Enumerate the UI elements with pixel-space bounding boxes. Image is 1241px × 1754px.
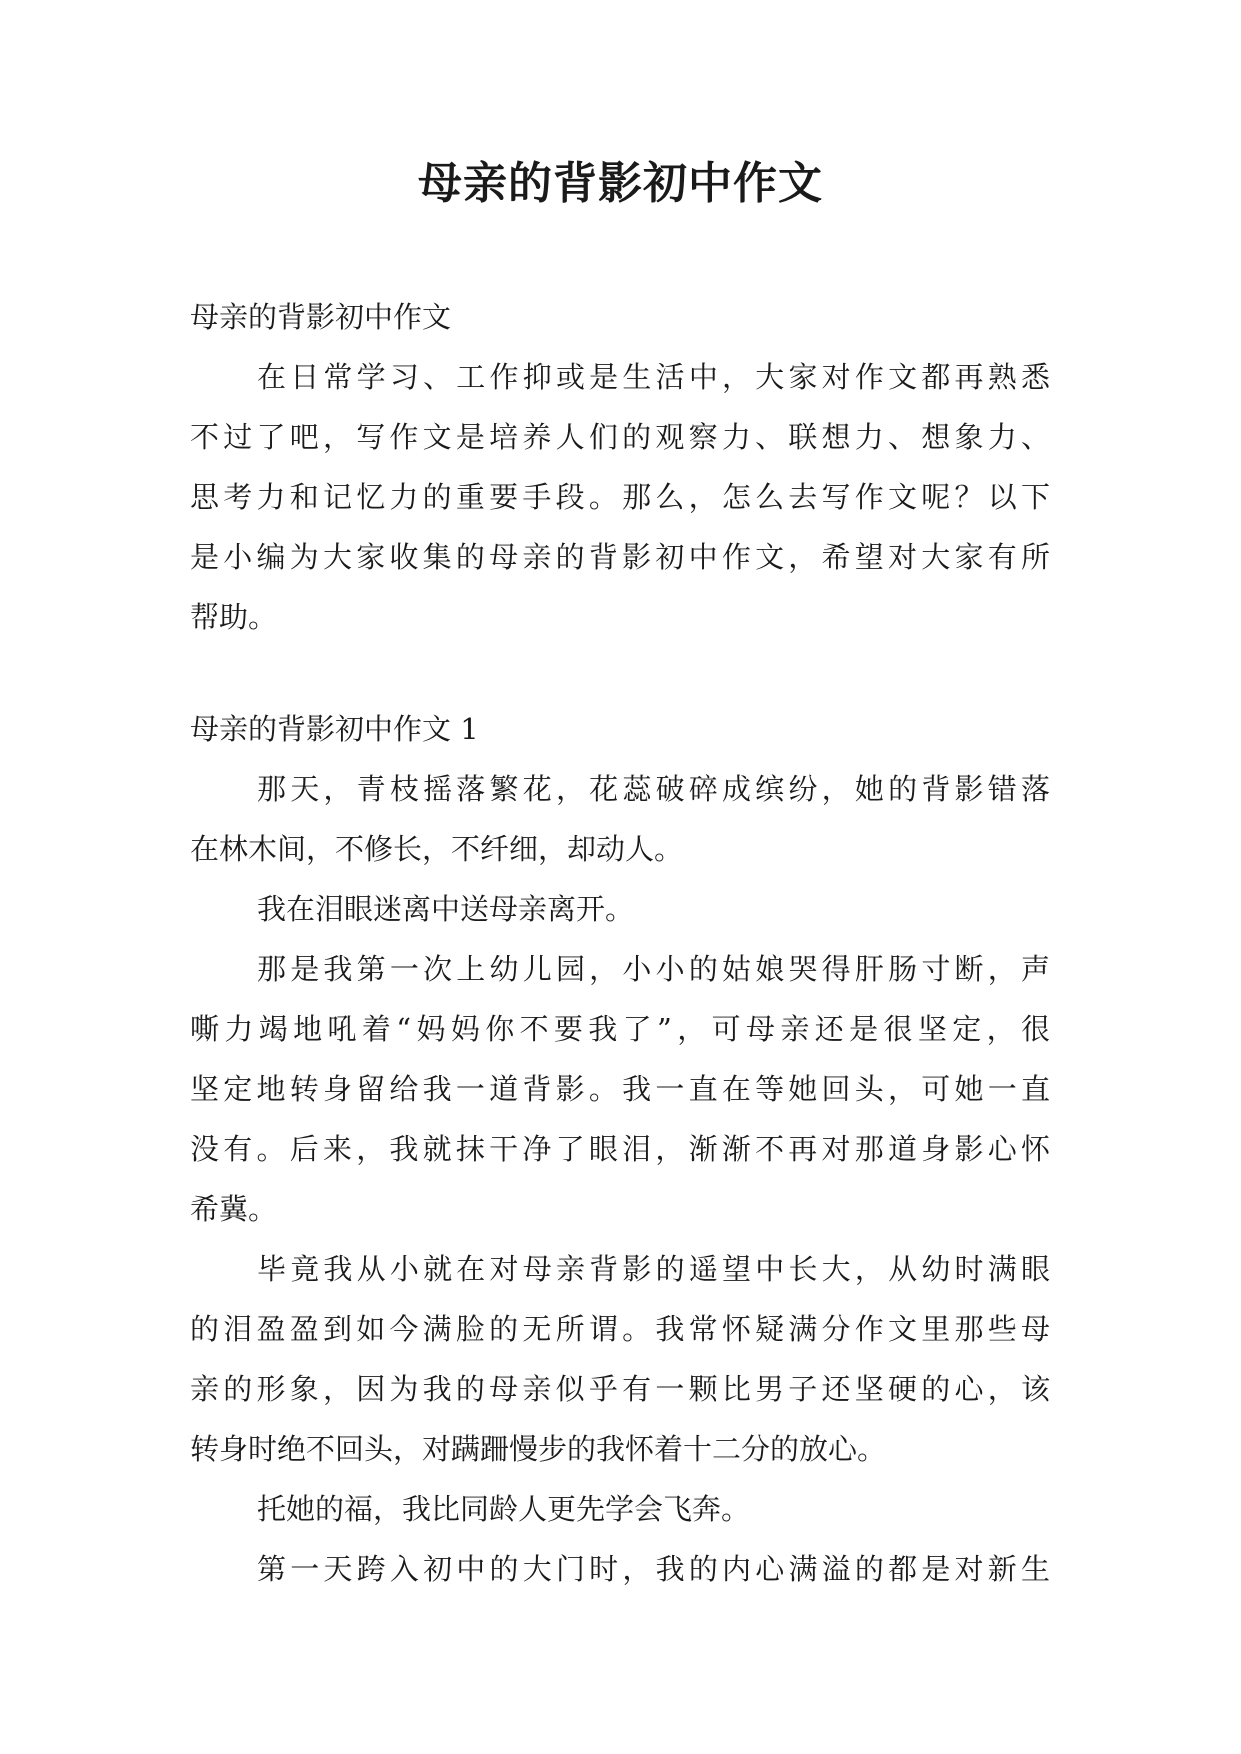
- text-line: 母亲的背影初中作文: [190, 300, 452, 334]
- text-line: 没有。后来，我就抹干净了眼泪，渐渐不再对那道身影心怀: [190, 1132, 1050, 1166]
- text-line: 思考力和记忆力的重要手段。那么，怎么去写作文呢？以下: [190, 480, 1050, 514]
- text-line: 帮助。: [190, 600, 278, 634]
- text-line: 那是我第一次上幼儿园，小小的姑娘哭得肝肠寸断，声: [257, 952, 1050, 986]
- text-line: 在日常学习、工作抑或是生活中，大家对作文都再熟悉: [257, 360, 1050, 394]
- text-line: 在林木间，不修长，不纤细，却动人。: [190, 832, 684, 866]
- text-line: 转身时绝不回头，对蹒跚慢步的我怀着十二分的放心。: [190, 1432, 887, 1466]
- text-line: 希冀。: [190, 1192, 278, 1226]
- section-gap: [190, 647, 1050, 699]
- text-line: 第一天跨入初中的大门时，我的内心满溢的都是对新生: [257, 1552, 1050, 1586]
- text-line: 亲的形象，因为我的母亲似乎有一颗比男子还坚硬的心，该: [190, 1372, 1050, 1406]
- text-line: 坚定地转身留给我一道背影。我一直在等她回头，可她一直: [190, 1072, 1050, 1106]
- text-line: 不过了吧，写作文是培养人们的观察力、联想力、想象力、: [190, 420, 1050, 454]
- text-line: 母亲的背影初中作文 1: [190, 712, 479, 746]
- text-line: 托她的福，我比同龄人更先学会飞奔。: [257, 1492, 751, 1526]
- document-title: 母亲的背影初中作文: [418, 158, 823, 209]
- text-line: 嘶力竭地吼着“妈妈你不要我了”，可母亲还是很坚定，很: [190, 1012, 1050, 1046]
- text-line: 毕竟我从小就在对母亲背影的遥望中长大，从幼时满眼: [257, 1252, 1050, 1286]
- text-line: 是小编为大家收集的母亲的背影初中作文，希望对大家有所: [190, 540, 1050, 574]
- text-line: 的泪盈盈到如今满脸的无所谓。我常怀疑满分作文里那些母: [190, 1312, 1050, 1346]
- text-line: 我在泪眼迷离中送母亲离开。: [257, 892, 635, 926]
- document-body: [190, 287, 1050, 1599]
- text-line: 那天，青枝摇落繁花，花蕊破碎成缤纷，她的背影错落: [257, 772, 1050, 806]
